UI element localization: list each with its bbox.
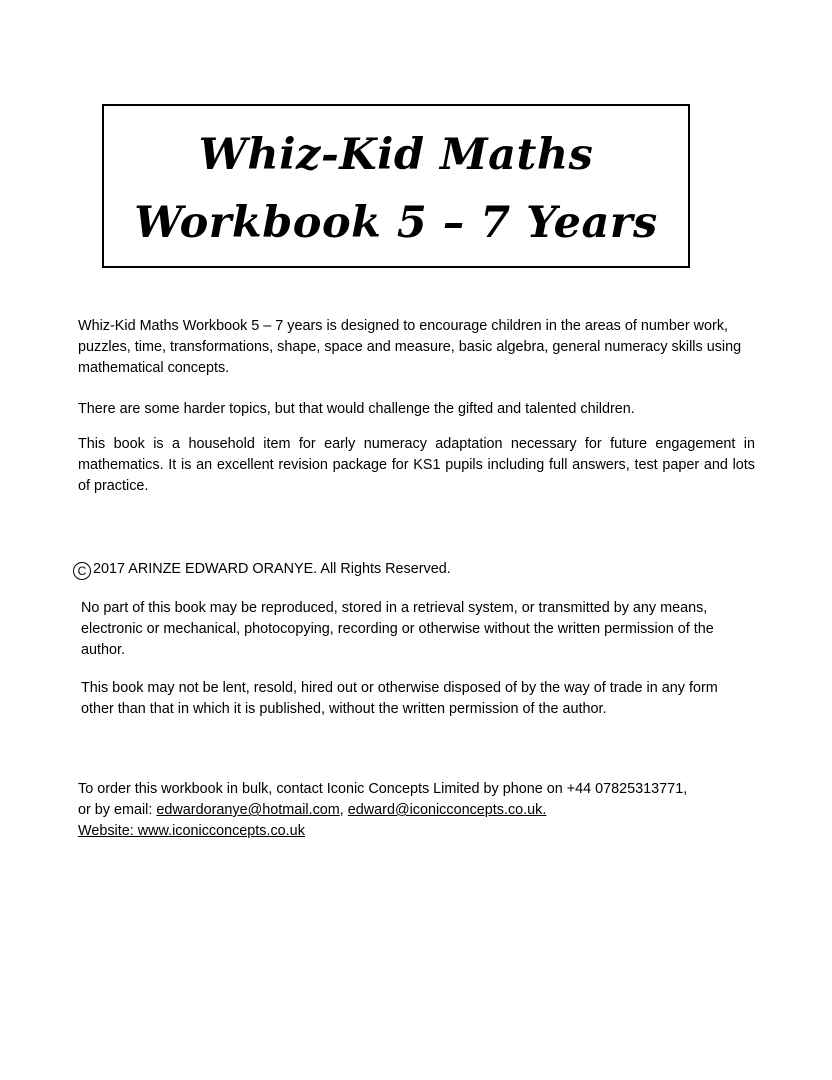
title-box (102, 104, 690, 268)
order-phone-line: To order this workbook in bulk, contact Iconic Concepts Limited by phone on +44 07825313771, (78, 781, 688, 797)
email-prefix: or by email: (78, 802, 157, 818)
intro-paragraph: Whiz-Kid Maths Workbook 5 – 7 years is designed to encourage children in the areas of number work, puzzles, time, transformations, shape, space and measure, basic algebra, general numeracy skills using mathematical concepts. (78, 318, 742, 376)
website-link[interactable]: Website: www.iconicconcepts.co.uk (78, 823, 305, 839)
no-resale-paragraph: This book may not be lent, resold, hired out or otherwise disposed of by the way of trade in any form other than that in which it is published, without the written permission of the author. (81, 680, 718, 717)
order-contact-block (78, 779, 758, 842)
email-link-iconic[interactable]: edward@iconicconcepts.co.uk. (347, 802, 547, 818)
no-reproduction-paragraph: No part of this book may be reproduced, stored in a retrieval system, or transmitted by any means, electronic or mechanical, photocopying, recording or otherwise without the written permission of the author. (81, 600, 714, 658)
order-email-line (78, 800, 758, 821)
email-separator: , (339, 802, 348, 818)
copyright-icon: C (73, 562, 91, 580)
title-line-1: Whiz-Kid Maths (198, 130, 594, 180)
harder-topics-paragraph: There are some harder topics, but that would challenge the gifted and talented children. (78, 401, 635, 417)
email-link-hotmail[interactable]: edwardoranye@hotmail.com (156, 802, 340, 818)
copyright-text: 2017 ARINZE EDWARD ORANYE. All Rights Reserved. (93, 561, 451, 577)
household-paragraph: This book is a household item for early numeracy adaptation necessary for future engagement in mathematics. It is an excellent revision package for KS1 pupils including full answers, test paper and lots of practice. (78, 436, 755, 494)
title-line-2: Workbook 5 – 7 Years (134, 198, 658, 248)
copyright-line (73, 559, 451, 580)
